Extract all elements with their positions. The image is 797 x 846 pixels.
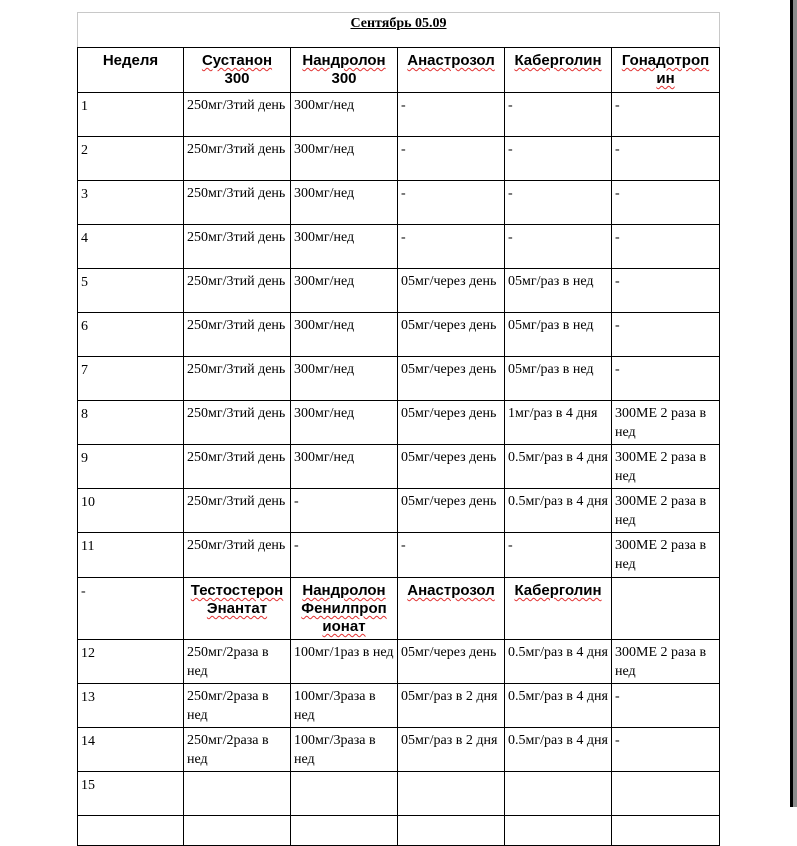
- table-row: [78, 269, 720, 313]
- dosage-cell: 300мг/нед: [291, 225, 398, 269]
- dosage-cell: [398, 816, 505, 846]
- dosage-cell: [505, 772, 612, 816]
- dosage-cell: 250мг/2раза в нед: [184, 684, 291, 728]
- header-cell: Анастрозол: [398, 578, 505, 640]
- table-title: Сентябрь 05.09: [350, 16, 447, 31]
- dosage-cell: 0.5мг/раз в 4 дня: [505, 684, 612, 728]
- header-cell: Гонадотроп ин: [612, 48, 720, 93]
- dosage-cell: 05мг/через день: [398, 401, 505, 445]
- week-cell: 13: [78, 684, 184, 728]
- dosage-cell: [505, 816, 612, 846]
- week-cell: 3: [78, 181, 184, 225]
- subheader-row: [78, 578, 720, 640]
- dosage-cell: 250мг/3тий день: [184, 357, 291, 401]
- table-row: [78, 640, 720, 684]
- dosage-cell: -: [505, 93, 612, 137]
- dosage-cell: [398, 772, 505, 816]
- dosage-cell: -: [291, 489, 398, 533]
- dosage-cell: 1мг/раз в 4 дня: [505, 401, 612, 445]
- week-cell: 11: [78, 533, 184, 578]
- title-row: [78, 13, 720, 48]
- dosage-cell: 05мг/через день: [398, 269, 505, 313]
- dosage-cell: 0.5мг/раз в 4 дня: [505, 489, 612, 533]
- week-cell: 9: [78, 445, 184, 489]
- week-cell: 14: [78, 728, 184, 772]
- page-edge-shadow: [793, 0, 797, 807]
- dosage-cell: 250мг/3тий день: [184, 533, 291, 578]
- table-row: [78, 728, 720, 772]
- dosage-cell: 250мг/3тий день: [184, 93, 291, 137]
- dosage-cell: -: [612, 225, 720, 269]
- dosage-cell: 250мг/2раза в нед: [184, 640, 291, 684]
- dosage-cell: 300мг/нед: [291, 181, 398, 225]
- dosage-cell: 250мг/3тий день: [184, 489, 291, 533]
- week-cell: 6: [78, 313, 184, 357]
- dosage-cell: -: [505, 181, 612, 225]
- dosage-cell: -: [612, 313, 720, 357]
- dosage-cell: 05мг/раз в нед: [505, 269, 612, 313]
- dosage-cell: 100мг/3раза в нед: [291, 684, 398, 728]
- dosage-cell: 300МЕ 2 раза в нед: [612, 489, 720, 533]
- dosage-cell: [612, 772, 720, 816]
- dosage-cell: 300мг/нед: [291, 357, 398, 401]
- table-row: [78, 93, 720, 137]
- header-cell: Сустанон 300: [184, 48, 291, 93]
- dosage-cell: -: [612, 181, 720, 225]
- dosage-cell: 300МЕ 2 раза в нед: [612, 533, 720, 578]
- week-cell: 5: [78, 269, 184, 313]
- table-row: [78, 401, 720, 445]
- dosage-cell: 300мг/нед: [291, 401, 398, 445]
- dosage-cell: [184, 816, 291, 846]
- dosage-cell: 250мг/3тий день: [184, 225, 291, 269]
- week-cell: 2: [78, 137, 184, 181]
- week-cell: -: [78, 578, 184, 640]
- dosage-cell: 05мг/через день: [398, 445, 505, 489]
- dosage-cell: -: [398, 181, 505, 225]
- dosage-cell: 300мг/нед: [291, 93, 398, 137]
- dosage-cell: -: [505, 137, 612, 181]
- dosage-cell: 300мг/нед: [291, 137, 398, 181]
- dosage-cell: [291, 772, 398, 816]
- week-cell: 7: [78, 357, 184, 401]
- dosage-cell: -: [505, 225, 612, 269]
- dosage-cell: 250мг/3тий день: [184, 401, 291, 445]
- schedule-table: [77, 12, 720, 846]
- dosage-cell: -: [398, 137, 505, 181]
- dosage-cell: [291, 816, 398, 846]
- dosage-cell: 05мг/раз в нед: [505, 313, 612, 357]
- dosage-cell: -: [612, 357, 720, 401]
- dosage-cell: [612, 816, 720, 846]
- table-row: [78, 357, 720, 401]
- dosage-cell: 05мг/раз в 2 дня: [398, 728, 505, 772]
- dosage-cell: 0.5мг/раз в 4 дня: [505, 445, 612, 489]
- dosage-cell: -: [398, 225, 505, 269]
- dosage-cell: 05мг/через день: [398, 313, 505, 357]
- week-cell: 10: [78, 489, 184, 533]
- table-title-cell: [78, 13, 720, 48]
- week-cell: 4: [78, 225, 184, 269]
- dosage-cell: 300мг/нед: [291, 269, 398, 313]
- header-cell: Нандролон 300: [291, 48, 398, 93]
- dosage-cell: -: [505, 533, 612, 578]
- table-row: [78, 181, 720, 225]
- table-row: [78, 772, 720, 816]
- week-cell: 1: [78, 93, 184, 137]
- dosage-cell: 250мг/3тий день: [184, 137, 291, 181]
- dosage-cell: 250мг/3тий день: [184, 181, 291, 225]
- table-row: [78, 137, 720, 181]
- dosage-cell: 300МЕ 2 раза в нед: [612, 640, 720, 684]
- table-row: [78, 225, 720, 269]
- table-row: [78, 684, 720, 728]
- dosage-cell: -: [612, 93, 720, 137]
- dosage-cell: 250мг/3тий день: [184, 445, 291, 489]
- header-cell: Каберголин: [505, 578, 612, 640]
- table-row: [78, 445, 720, 489]
- header-cell: Анастрозол: [398, 48, 505, 93]
- dosage-cell: 05мг/раз в 2 дня: [398, 684, 505, 728]
- table-row: [78, 533, 720, 578]
- table-row: [78, 489, 720, 533]
- dosage-cell: -: [612, 728, 720, 772]
- dosage-cell: -: [398, 93, 505, 137]
- dosage-cell: 300МЕ 2 раза в нед: [612, 445, 720, 489]
- dosage-cell: 05мг/через день: [398, 489, 505, 533]
- dosage-cell: 250мг/2раза в нед: [184, 728, 291, 772]
- table-row: [78, 313, 720, 357]
- dosage-cell: -: [612, 269, 720, 313]
- dosage-cell: 100мг/3раза в нед: [291, 728, 398, 772]
- dosage-cell: 300мг/нед: [291, 445, 398, 489]
- week-cell: 8: [78, 401, 184, 445]
- dosage-cell: 05мг/через день: [398, 640, 505, 684]
- header-cell: Каберголин: [505, 48, 612, 93]
- week-cell: 15: [78, 772, 184, 816]
- header-cell: Нандролон Фенилпроп ионат: [291, 578, 398, 640]
- dosage-cell: 0.5мг/раз в 4 дня: [505, 640, 612, 684]
- dosage-cell: -: [291, 533, 398, 578]
- week-cell: [78, 816, 184, 846]
- dosage-cell: 05мг/через день: [398, 357, 505, 401]
- dosage-cell: -: [612, 137, 720, 181]
- table-row: [78, 816, 720, 846]
- dosage-cell: 300МЕ 2 раза в нед: [612, 401, 720, 445]
- dosage-cell: 05мг/раз в нед: [505, 357, 612, 401]
- dosage-cell: 0.5мг/раз в 4 дня: [505, 728, 612, 772]
- dosage-cell: -: [612, 684, 720, 728]
- header-cell: Тестостерон Энантат: [184, 578, 291, 640]
- dosage-cell: 250мг/3тий день: [184, 269, 291, 313]
- dosage-cell: -: [398, 533, 505, 578]
- header-cell: Неделя: [78, 48, 184, 93]
- header-row: [78, 48, 720, 93]
- dosage-cell: 100мг/1раз в нед: [291, 640, 398, 684]
- dosage-cell: [184, 772, 291, 816]
- dosage-cell: 300мг/нед: [291, 313, 398, 357]
- week-cell: 12: [78, 640, 184, 684]
- dosage-cell: 250мг/3тий день: [184, 313, 291, 357]
- header-cell: [612, 578, 720, 640]
